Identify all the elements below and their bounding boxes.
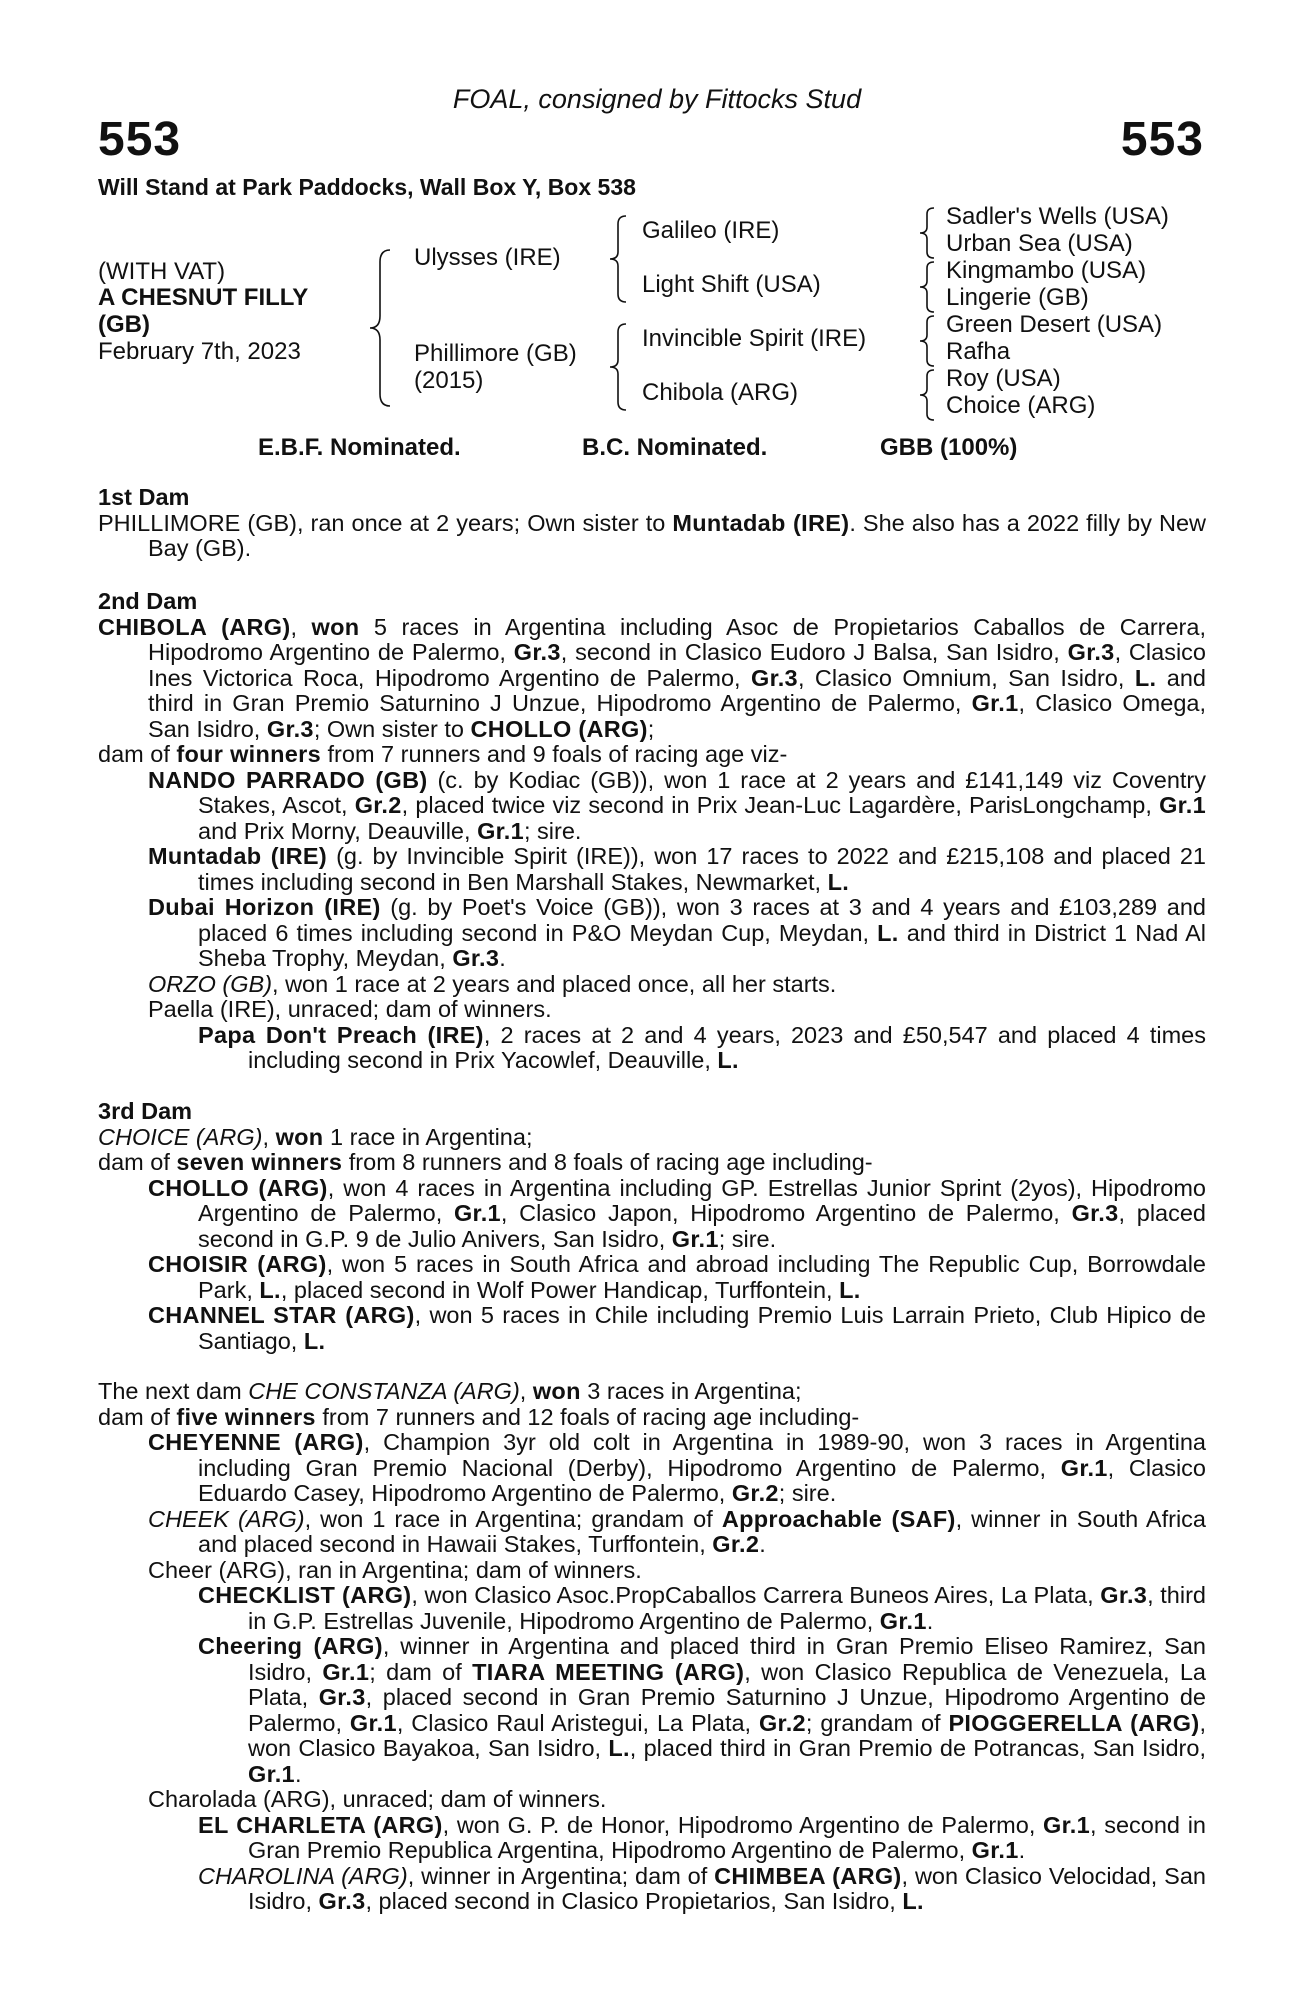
list-item: CHOLLO (ARG), won 4 races in Argentina including GP. Estrellas Junior Sprint (2yos), Hipodromo Argentino de Palermo, Gr.1, Clasico Japon, Hipodromo Argentino de Palermo, Gr.3, placed second in G.P. 9 de Julio Anivers, San Isidro, Gr.1; sire. [148, 1174, 1207, 1252]
list-item: ORZO (GB), won 1 race at 2 years and placed once, all her starts. [148, 970, 837, 997]
pedigree-g5: Green Desert (USA) [946, 311, 1163, 338]
lot-number-right: 553 [1120, 113, 1204, 166]
pedigree-g1: Sadler's Wells (USA) [946, 203, 1169, 230]
pedigree-g3: Kingmambo (USA) [946, 257, 1147, 284]
pedigree-sire-sire: Galileo (IRE) [642, 217, 780, 244]
list-item: CHOISIR (ARG), won 5 races in South Africa and abroad including The Republic Cup, Borrowdale Park, L., placed second in Wolf Power Handicap, Turffontein, L. [148, 1251, 1206, 1303]
third-dam-paragraph: CHOICE (ARG), won 1 race in Argentina; [98, 1123, 533, 1150]
third-dam-section [98, 1099, 1206, 1354]
first-dam-section [98, 485, 1206, 562]
list-item: CHANNEL STAR (ARG), won 5 races in Chile including Premio Luis Larrain Prieto, Club Hipico de Santiago, L. [148, 1302, 1206, 1354]
consignor-line: FOAL, consigned by Fittocks Stud [452, 84, 862, 114]
brace-g1 [918, 206, 938, 260]
list-item: CHECKLIST (ARG), won Clasico Asoc.PropCaballos Carrera Buneos Aires, La Plata, Gr.3, third in G.P. Estrellas Juvenile, Hipodromo Argentino de Palermo, Gr.1. [198, 1582, 1206, 1634]
list-item: EL CHARLETA (ARG), won G. P. de Honor, Hipodromo Argentino de Palermo, Gr.1, second in Gran Premio Republica Argentina, Hipodromo Argentino de Palermo, Gr.1. [198, 1811, 1206, 1863]
pedigree-g7: Roy (USA) [946, 365, 1061, 392]
next-dam-produce-summary: dam of five winners from 7 runners and 12 foals of racing age including- [98, 1403, 860, 1430]
ebf-nomination: E.B.F. Nominated. [258, 434, 461, 461]
pedigree-dam-dam: Chibola (ARG) [642, 379, 799, 406]
next-dam-paragraph: The next dam CHE CONSTANZA (ARG), won 3 races in Argentina; [98, 1378, 802, 1404]
stand-info: Will Stand at Park Paddocks, Wall Box Y, Box 538 [98, 174, 636, 200]
list-item: Paella (IRE), unraced; dam of winners. [148, 996, 552, 1022]
pedigree-g4: Lingerie (GB) [946, 284, 1089, 311]
list-item: Charolada (ARG), unraced; dam of winners. [148, 1786, 607, 1812]
second-dam-section [98, 589, 1206, 1074]
list-item: CHEEK (ARG), won 1 race in Argentina; grandam of Approachable (SAF), winner in South Africa and placed second in Hawaii Stakes, Turffontein, Gr.2. [148, 1505, 1207, 1557]
gbb-status: GBB (100%) [880, 434, 1018, 461]
list-item: Muntadab (IRE) (g. by Invincible Spirit (IRE)), won 17 races to 2022 and £215,108 and placed 21 times including second in Ben Marshall Stakes, Newmarket, L. [148, 843, 1206, 895]
bc-nomination: B.C. Nominated. [582, 434, 768, 461]
brace-main [368, 248, 398, 408]
third-dam-heading: 3rd Dam [98, 1098, 193, 1124]
pedigree-dam-year: (2015) [414, 367, 484, 394]
list-item: Papa Don't Preach (IRE), 2 races at 2 and 4 years, 2023 and £50,547 and placed 4 times including second in Prix Yacowlef, Deauville, L. [198, 1021, 1206, 1073]
third-dam-produce-summary: dam of seven winners from 8 runners and 8 foals of racing age including- [98, 1149, 873, 1175]
pedigree-dam: Phillimore (GB) [414, 340, 577, 367]
pedigree-sire: Ulysses (IRE) [414, 244, 561, 271]
list-item: Cheer (ARG), ran in Argentina; dam of winners. [148, 1556, 642, 1583]
pedigree-g6: Rafha [946, 338, 1011, 365]
horse-name: Muntadab (IRE) [672, 509, 850, 536]
brace-dam [608, 322, 632, 412]
next-dam-section [98, 1379, 1206, 1915]
list-item: CHEYENNE (ARG), Champion 3yr old colt in Argentina in 1989-90, won 3 races in Argentina including Gran Premio Nacional (Derby), Hipodromo Argentino de Palermo, Gr.1, Clasico Eduardo Casey, Hipodromo Argentino de Palermo, Gr.2; sire. [148, 1429, 1206, 1506]
pedigree-g2: Urban Sea (USA) [946, 230, 1133, 257]
list-item: Dubai Horizon (IRE) (g. by Poet's Voice (GB)), won 3 races at 3 and 4 years and £103,289 and placed 6 times including second in P&O Meydan Cup, Meydan, L. and third in District 1 Nad Al Sheba Trophy, Meydan, Gr.3. [148, 894, 1206, 971]
second-dam-produce-summary: dam of four winners from 7 runners and 9 foals of racing age viz- [98, 741, 788, 767]
second-dam-heading: 2nd Dam [98, 588, 198, 614]
pedigree-g8: Choice (ARG) [946, 392, 1096, 419]
brace-g2 [918, 260, 938, 314]
first-dam-heading: 1st Dam [98, 484, 190, 510]
brace-g4 [918, 368, 938, 422]
second-dam-paragraph: CHIBOLA (ARG), won 5 races in Argentina including Asoc de Propietarios Caballos de Carrera, Hipodromo Argentino de Palermo, Gr.3, second in Clasico Eudoro J Balsa, San Isidro, Gr.3, Clasico Ines Victorica Roca, Hipodromo Argentino de Palermo, Gr.3, Clasico Omnium, San Isidro, L. and third in Gran Premio Saturnino J Unzue, Hipodromo Argentino de Palermo, Gr.1, Clasico Omega, San Isidro, Gr.3; Own sister to CHOLLO (ARG); [98, 613, 1206, 742]
horse-description-country: (GB) [98, 311, 150, 338]
horse-description: A CHESNUT FILLY [98, 284, 309, 311]
pedigree-sire-dam: Light Shift (USA) [642, 271, 821, 298]
lot-number-left: 553 [98, 113, 182, 166]
brace-g3 [918, 314, 938, 368]
first-dam-paragraph: PHILLIMORE (GB), ran once at 2 years; Own sister to Muntadab (IRE). She also has a 2022 filly by New Bay (GB). [98, 509, 1206, 561]
list-item: Cheering (ARG), winner in Argentina and placed third in Gran Premio Eliseo Ramirez, San Isidro, Gr.1; dam of TIARA MEETING (ARG), won Clasico Republica de Venezuela, La Plata, Gr.3, placed second in Gran Premio Saturnino J Unzue, Hipodromo Argentino de Palermo, Gr.1, Clasico Raul Aristegui, La Plata, Gr.2; grandam of PIOGGERELLA (ARG), won Clasico Bayakoa, San Isidro, L., placed third in Gran Premio de Potrancas, San Isidro, Gr.1. [198, 1633, 1206, 1787]
list-item: CHAROLINA (ARG), winner in Argentina; dam of CHIMBEA (ARG), won Clasico Velocidad, San Isidro, Gr.3, placed second in Clasico Propietarios, San Isidro, L. [198, 1862, 1206, 1914]
foaling-date: February 7th, 2023 [98, 338, 301, 365]
brace-sire [608, 214, 632, 304]
list-item: NANDO PARRADO (GB) (c. by Kodiac (GB)), won 1 race at 2 years and £141,149 viz Coventry Stakes, Ascot, Gr.2, placed twice viz second in Prix Jean-Luc Lagardère, ParisLongchamp, Gr.1 and Prix Morny, Deauville, Gr.1; sire. [148, 766, 1206, 844]
pedigree-dam-sire: Invincible Spirit (IRE) [642, 325, 867, 352]
vat-note: (WITH VAT) [98, 258, 226, 285]
